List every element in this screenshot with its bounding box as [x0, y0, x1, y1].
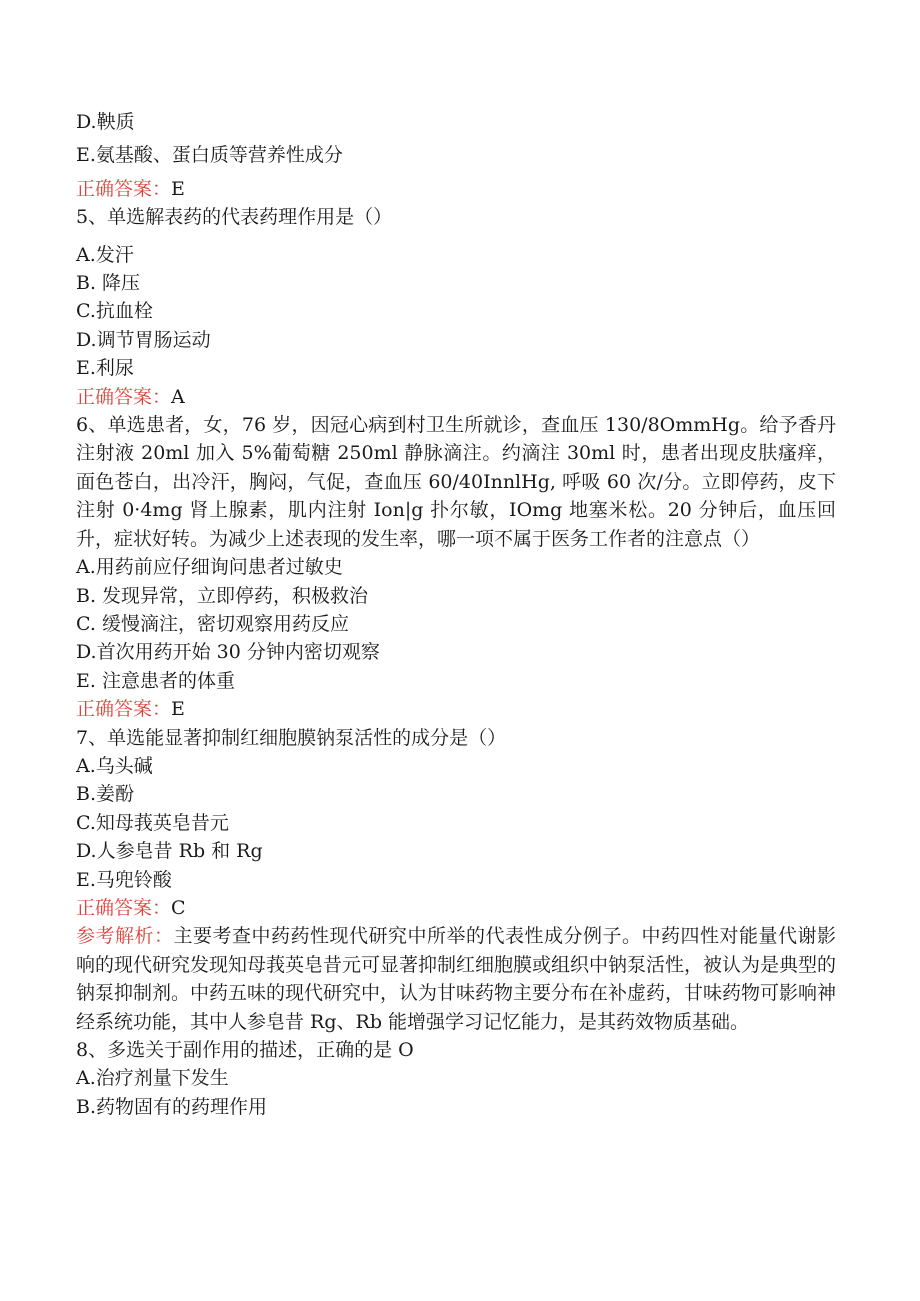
q6-option-e: E. 注意患者的体重	[76, 669, 235, 692]
q5-answer	[76, 383, 836, 411]
q6-option-b: B. 发现异常，立即停药，积极救治	[76, 584, 369, 607]
answer-label: 正确答案：	[76, 177, 172, 200]
q5-stem: 5、单选解表药的代表药理作用是（）	[76, 206, 393, 229]
q7-option-c: C.知母莪英皂昔元	[76, 811, 229, 834]
q7-stem: 7、单选能显著抑制红细胞膜钠泵活性的成分是（）	[76, 726, 507, 749]
q4-option-d: D.鞅质	[76, 111, 135, 133]
q6-stem: 6、单选患者，女，76 岁，因冠心病到村卫生所就诊，查血压 130/8OmmHg。给予香丹注射液 20ml 加入 5%葡萄糖 250ml 静脉滴注。约滴注 30ml 时，患者出现皮肤瘙痒，面色苍白，出冷汗，胸闷，气促，查血压 60/40InnlHg, 呼吸 60 次/分。立即停药，皮下注射 0·4mg 肾上腺素，肌内注射 Ion|g 扑尔敏，IOmg 地塞米松。20 分钟后，血压回升，症状好转。为减少上述表现的发生率，哪一项不属于医务工作者的注意点（）	[76, 414, 836, 550]
q5-option-c: C.抗血栓	[76, 300, 153, 323]
answer-label: 正确答案：	[76, 698, 172, 721]
answer-value: E	[171, 177, 185, 200]
answer-value: A	[171, 385, 185, 408]
q5-option-b: B. 降压	[76, 272, 141, 295]
q6-option-a: A.用药前应仔细询问患者过敏史	[76, 556, 343, 579]
q6-option-c: C. 缓慢滴注，密切观察用药反应	[76, 612, 349, 635]
answer-label: 正确答案：	[76, 385, 172, 408]
q8-option-b: B.药物固有的药理作用	[76, 1095, 268, 1118]
answer-value: C	[171, 896, 186, 919]
analysis-text: 主要考查中药药性现代研究中所举的代表性成分例子。中药四性对能量代谢影响的现代研究发现知母莪英皂昔元可显著抑制红细胞膜或组织中钠泵活性，被认为是典型的钠泵抑制剂。中药五味的现代研究中，认为甘味药物主要分布在补虚药，甘味药物可影响神经系统功能，其中人参皂昔 Rg、Rb 能增强学习记忆能力，是其药效物质基础。	[76, 925, 837, 1033]
q7-option-d: D.人参皂昔 Rb 和 Rg	[76, 840, 263, 863]
q5-option-e: E.利尿	[76, 357, 134, 380]
q5-option-d: D.调节胃肠运动	[76, 328, 211, 351]
answer-value: E	[171, 698, 185, 721]
q4-answer	[76, 175, 836, 203]
q6-answer	[76, 695, 836, 723]
q7-option-b: B.姜酚	[76, 783, 135, 806]
q7-analysis	[76, 922, 836, 1036]
q7-answer	[76, 894, 836, 922]
analysis-label: 参考解析：	[76, 925, 174, 948]
answer-label: 正确答案：	[76, 896, 172, 919]
q6-option-d: D.首次用药开始 30 分钟内密切观察	[76, 641, 380, 664]
q5-option-a: A.发汗	[76, 243, 134, 266]
q8-option-a: A.治疗剂量下发生	[76, 1067, 229, 1090]
q4-option-e: E.氨基酸、蛋白质等营养性成分	[76, 144, 343, 167]
document-page	[76, 108, 836, 1121]
q7-option-e: E.马兜铃酸	[76, 868, 172, 891]
q8-stem: 8、多选关于副作用的描述，正确的是 O	[76, 1039, 414, 1061]
q7-option-a: A.乌头碱	[76, 754, 153, 777]
